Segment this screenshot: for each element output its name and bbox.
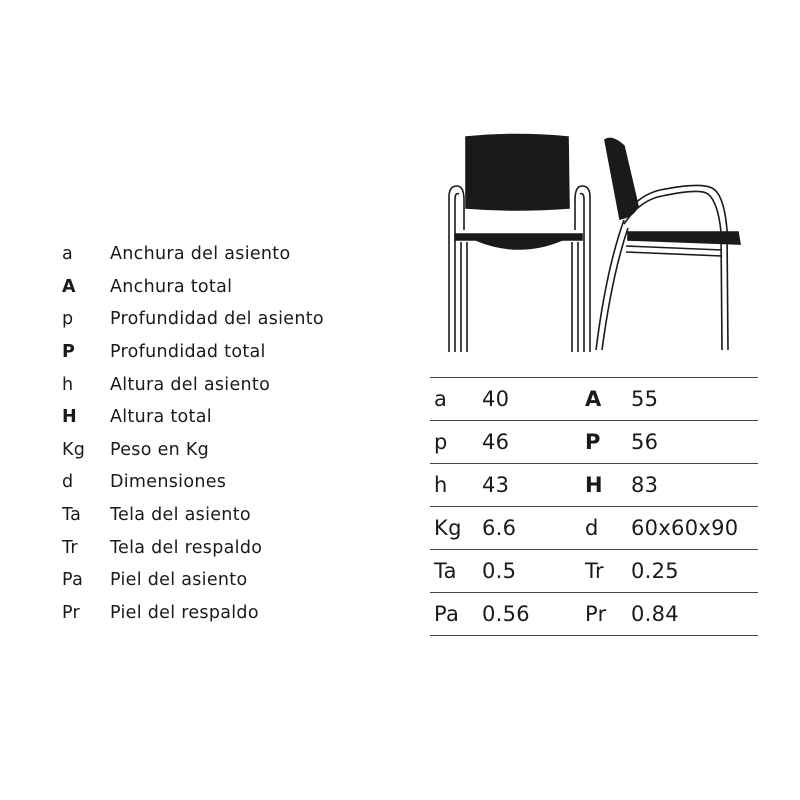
table-row (430, 549, 758, 592)
spec-value: 0.56 (482, 602, 530, 626)
spec-value: 6.6 (482, 516, 517, 540)
spec-value: 55 (631, 387, 659, 411)
legend-label: Profundidad del asiento (110, 309, 324, 330)
chair-drawing (430, 128, 760, 356)
legend-code: H (62, 407, 77, 428)
legend-code: P (62, 342, 76, 363)
table-row (430, 377, 758, 420)
legend-row (62, 368, 382, 401)
spec-code: Pr (585, 602, 607, 626)
legend-code: Tr (62, 537, 78, 558)
legend-row (62, 303, 382, 336)
legend-row (62, 466, 382, 499)
legend-code: Pr (62, 602, 81, 623)
legend-row (62, 597, 382, 630)
spec-value: 56 (631, 430, 659, 454)
legend-row (62, 531, 382, 564)
spec-code: Pa (434, 602, 460, 626)
legend-code: Ta (62, 505, 82, 526)
legend-code: Kg (62, 439, 86, 460)
spec-value: 46 (482, 430, 510, 454)
spec-code: h (434, 473, 448, 497)
legend-label: Anchura del asiento (110, 244, 291, 265)
legend-row (62, 434, 382, 467)
spec-code: Ta (434, 559, 457, 583)
legend-row (62, 499, 382, 532)
table-row (430, 506, 758, 549)
spec-value: 60x60x90 (631, 516, 739, 540)
legend-label: Tela del respaldo (110, 537, 263, 558)
legend-code: d (62, 472, 74, 493)
spec-code: p (434, 430, 448, 454)
table-row (430, 463, 758, 506)
legend-label: Altura total (110, 407, 212, 428)
spec-code: Kg (434, 516, 462, 540)
spec-value: 43 (482, 473, 510, 497)
spec-value: 0.25 (631, 559, 679, 583)
spec-value: 40 (482, 387, 510, 411)
legend-row (62, 238, 382, 271)
legend-code: Pa (62, 570, 84, 591)
spec-code: d (585, 516, 599, 540)
legend-label: Anchura total (110, 276, 233, 297)
legend-label: Profundidad total (110, 342, 266, 363)
legend-code: A (62, 276, 76, 297)
table-row (430, 592, 758, 636)
spec-value: 0.84 (631, 602, 679, 626)
legend-row (62, 401, 382, 434)
legend-row (62, 564, 382, 597)
chair-side-view-icon (596, 138, 740, 350)
spec-code: P (585, 430, 601, 454)
legend-label: Peso en Kg (110, 439, 210, 460)
spec-value: 0.5 (482, 559, 517, 583)
spec-table (430, 377, 758, 636)
legend-row (62, 336, 382, 369)
legend-label: Tela del asiento (110, 505, 251, 526)
legend-code: a (62, 244, 74, 265)
table-row (430, 420, 758, 463)
chair-front-view-icon (449, 135, 590, 353)
dimension-legend (62, 238, 382, 629)
legend-label: Piel del respaldo (110, 602, 259, 623)
legend-row (62, 271, 382, 304)
legend-label: Piel del asiento (110, 570, 248, 591)
spec-code: H (585, 473, 603, 497)
spec-value: 83 (631, 473, 659, 497)
spec-code: Tr (585, 559, 604, 583)
spec-code: a (434, 387, 448, 411)
legend-label: Dimensiones (110, 472, 227, 493)
legend-code: h (62, 374, 74, 395)
legend-code: p (62, 309, 74, 330)
legend-label: Altura del asiento (110, 374, 271, 395)
spec-code: A (585, 387, 602, 411)
